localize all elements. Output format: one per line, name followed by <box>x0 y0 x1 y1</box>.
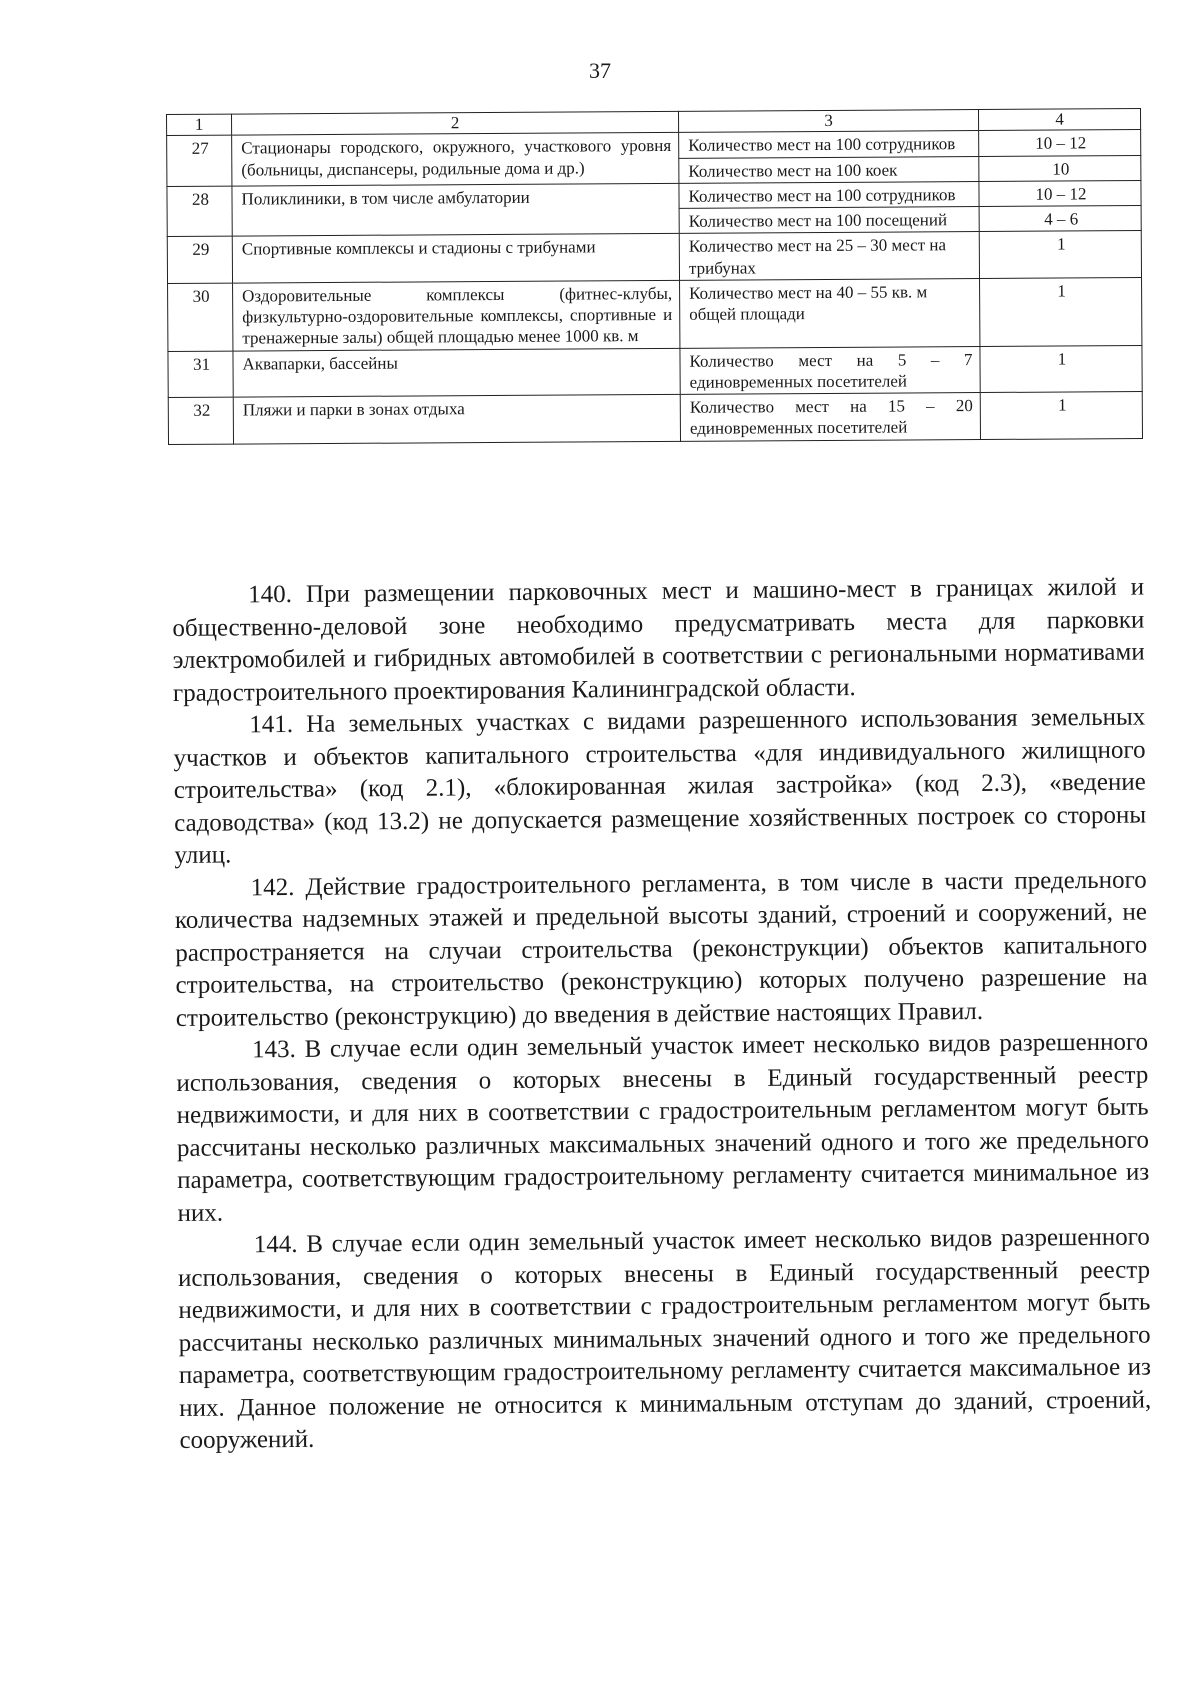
table-row <box>168 277 1142 351</box>
measure-unit: Количество мест на 40 – 55 кв. м общей площади <box>680 278 980 348</box>
object-name: Поликлиники, в том числе амбулатории <box>232 183 679 236</box>
parking-norms-table <box>166 108 1143 445</box>
paragraph-144: 144. В случае если один земельный участок имеет несколько видов разрешенного использования, сведения о которых внесены в Единый государственный реестр недвижимости, и для них в соответствии с градостроительным регламентом могут быть рассчитаны несколько различных минимальных значений одного и того же предельного параметра, соответствующим градостроительному регламенту считается максимальное из них. Данное положение не относится к минимальным отступам до зданий, строений, сооружений. <box>177 1223 1152 1454</box>
table-row <box>168 345 1142 397</box>
paragraph-143: 143. В случае если один земельный участок имеет несколько видов разрешенного использования, сведения о которых внесены в Единый государственный реестр недвижимости, и для них в соответствии с градостроительным регламентом могут быть рассчитаны несколько различных максимальных значений одного и того же предельного параметра, соответствующим градостроительному регламенту считается минимальное из них. <box>176 1028 1150 1227</box>
measure-unit: Количество мест на 100 посещений <box>679 207 979 234</box>
measure-unit: Количество мест на 15 – 20 единовременных посетителей <box>680 393 980 441</box>
row-number: 31 <box>168 351 233 398</box>
row-number: 27 <box>167 135 232 186</box>
row-number: 28 <box>167 186 232 237</box>
paragraph-140: 140. При размещении парковочных мест и машино-мест в границах жилой и общественно-деловой зоне необходимо предусматривать места для парковки электромобилей и гибридных автомобилей в соответствии с региональными нормативами градостроительного проектирования Калининградской области. <box>172 573 1145 707</box>
column-header-4: 4 <box>978 109 1140 131</box>
measure-unit: Количество мест на 25 – 30 мест на трибунах <box>679 232 979 280</box>
column-header-1: 1 <box>167 114 232 136</box>
measure-value: 1 <box>979 231 1141 278</box>
measure-value: 1 <box>980 345 1142 392</box>
measure-value: 1 <box>980 277 1142 346</box>
paragraph-142: 142. Действие градостроительного регламента, в том числе в части предельного количества надземных этажей и предельной высоты зданий, строений и сооружений, не распространяется на случаи строительства (реконструкции) объектов капитального строительства, на строительство (реконструкцию) которых получено разрешение на строительство (реконструкцию) до введения в действие настоящих Правил. <box>174 866 1148 1032</box>
measure-value: 1 <box>980 392 1142 439</box>
measure-unit: Количество мест на 100 сотрудников <box>679 181 979 208</box>
table-row <box>167 231 1141 283</box>
page-number: 37 <box>589 58 611 83</box>
body-text <box>172 572 1152 1458</box>
measure-value: 10 – 12 <box>979 180 1141 206</box>
measure-unit: Количество мест на 100 сотрудников <box>679 131 979 158</box>
row-number: 30 <box>168 283 233 351</box>
object-name: Стационары городского, окружного, участкового уровня (больницы, диспансеры, родильные дома и др.) <box>232 133 679 186</box>
measure-value: 4 – 6 <box>979 206 1141 232</box>
column-header-2: 2 <box>232 111 679 135</box>
column-header-3: 3 <box>678 110 978 133</box>
measure-value: 10 <box>979 155 1141 181</box>
object-name: Спортивные комплексы и стадионы с трибунами <box>232 234 679 283</box>
paragraph-141: 141. На земельных участках с видами разрешенного использования земельных участков и объектов капитального строительства «для индивидуального жилищного строительства» (код 2.1), «блокированная жилая застройка» (код 2.3), «ведение садоводства» (код 13.2) не допускается размещение хозяйственных построек со стороны улиц. <box>173 703 1147 869</box>
measure-value: 10 – 12 <box>979 130 1141 156</box>
measure-unit: Количество мест на 5 – 7 единовременных посетителей <box>680 346 980 394</box>
row-number: 32 <box>168 397 233 444</box>
row-number: 29 <box>167 236 232 283</box>
table-row <box>168 392 1142 444</box>
object-name: Оздоровительные комплексы (фитнес-клубы, физкультурно-оздоровительные комплексы, спортивные и тренажерные залы) общей площадью менее 1000 кв. м <box>233 280 680 350</box>
object-name: Пляжи и парки в зонах отдыха <box>233 395 680 444</box>
object-name: Аквапарки, бассейны <box>233 348 680 397</box>
measure-unit: Количество мест на 100 коек <box>679 156 979 183</box>
